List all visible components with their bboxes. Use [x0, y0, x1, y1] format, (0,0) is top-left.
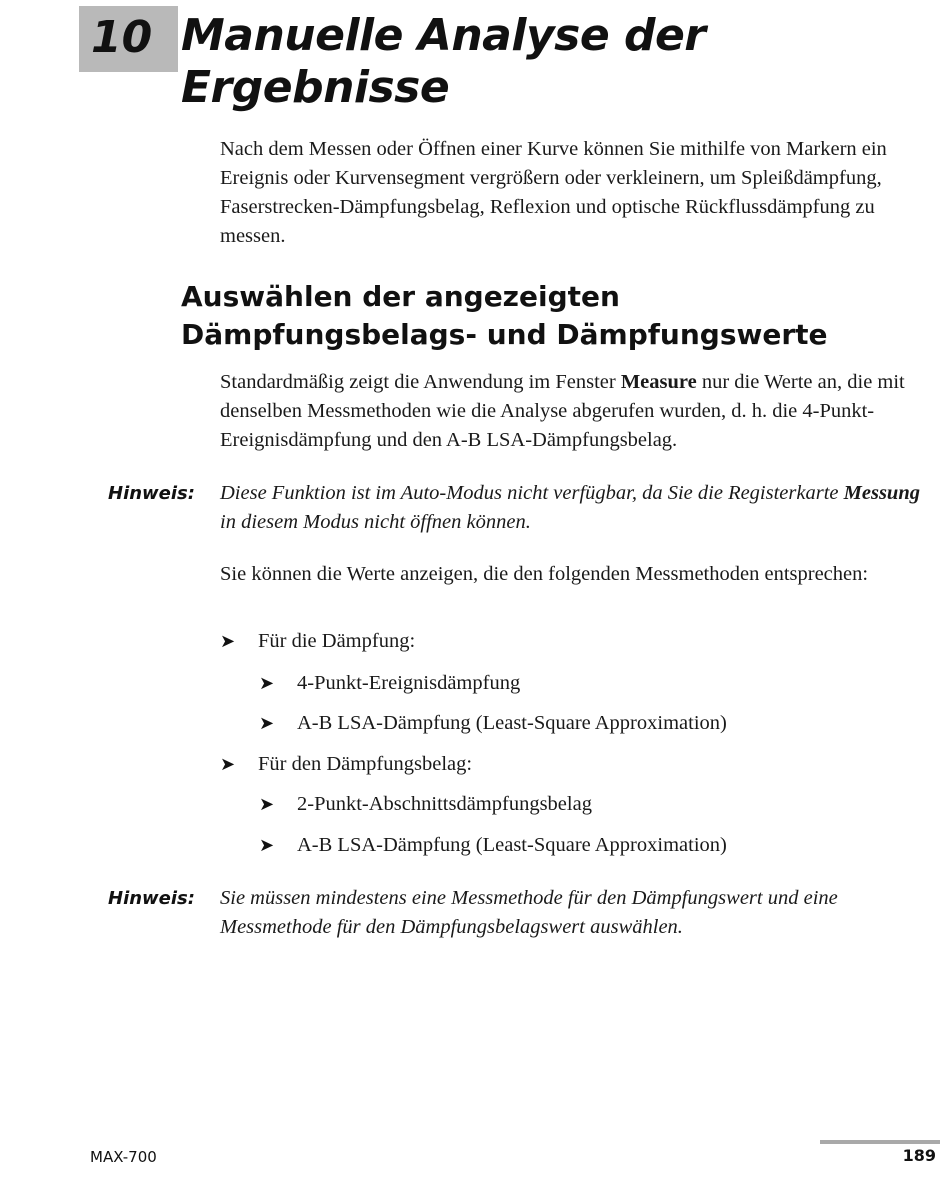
arrow-bullet-icon: ➤ — [220, 631, 236, 652]
arrow-bullet-icon: ➤ — [259, 835, 275, 856]
list-item — [220, 627, 415, 656]
list-item — [220, 750, 472, 779]
note-label: Hinweis: — [108, 888, 195, 909]
chapter-title — [181, 10, 901, 114]
list-item-label: A-B LSA-Dämpfung (Least-Square Approximation) — [297, 712, 727, 734]
note-text-part: Diese Funktion ist im Auto-Modus nicht verfügbar, da Sie die Registerkarte — [220, 482, 844, 504]
list-item-label: Für den Dämpfungsbelag: — [258, 753, 473, 775]
default-values-paragraph — [220, 368, 940, 455]
chapter-title-line1: Manuelle Analyse der — [181, 10, 706, 61]
chapter-number: 10 — [91, 12, 153, 63]
arrow-bullet-icon: ➤ — [259, 713, 275, 734]
arrow-bullet-icon: ➤ — [259, 673, 275, 694]
note-text — [220, 479, 930, 537]
measure-window-name: Measure — [620, 371, 697, 393]
arrow-bullet-icon: ➤ — [259, 794, 275, 815]
measurement-tab-name: Messung — [843, 482, 920, 504]
methods-intro-paragraph: Sie können die Werte anzeigen, die den folgenden Messmethoden entsprechen: — [220, 563, 869, 585]
list-item — [259, 790, 592, 819]
intro-paragraph: Nach dem Messen oder Öffnen einer Kurve können Sie mithilfe von Markern ein Ereignis oder Kurvensegment vergrößern oder verkleinern, um Spleißdämpfung, Faserstrecken-Dämpfungsbelag, Reflexion und optische Rückflussdämpfung zu messen. — [220, 138, 887, 247]
note-label: Hinweis: — [108, 483, 195, 504]
list-item — [259, 669, 520, 698]
note-text: Sie müssen mindestens eine Messmethode für den Dämpfungswert und eine Messmethode für den Dämpfungsbelagswert auswählen. — [220, 887, 838, 938]
footer-rule — [820, 1140, 940, 1144]
page-number: 189 — [902, 1146, 936, 1165]
arrow-bullet-icon: ➤ — [220, 754, 236, 775]
section-title — [181, 278, 921, 354]
list-item-label: 4-Punkt-Ereignisdämpfung — [297, 672, 521, 694]
list-item — [259, 709, 727, 738]
list-item-label: Für die Dämpfung: — [258, 630, 416, 652]
footer-product-name: MAX-700 — [90, 1148, 157, 1166]
list-item — [259, 831, 727, 860]
paragraph-text: nur die Werte an, die mit denselben Messmethoden wie die Analyse abgerufen wurden, d. h. die 4-Punkt-Ereignisdämpfung und den A-B LSA-Dämpfungsbelag. — [220, 371, 905, 451]
chapter-title-line2: Ergebnisse — [181, 62, 450, 113]
list-item-label: A-B LSA-Dämpfung (Least-Square Approximation) — [297, 834, 727, 856]
list-item-label: 2-Punkt-Abschnittsdämpfungsbelag — [297, 793, 592, 815]
note-text-part: in diesem Modus nicht öffnen können. — [220, 511, 531, 533]
section-title-line2: Dämpfungsbelags- und Dämpfungswerte — [181, 318, 828, 351]
paragraph-text: Standardmäßig zeigt die Anwendung im Fenster — [220, 371, 621, 393]
section-title-line1: Auswählen der angezeigten — [181, 280, 620, 313]
